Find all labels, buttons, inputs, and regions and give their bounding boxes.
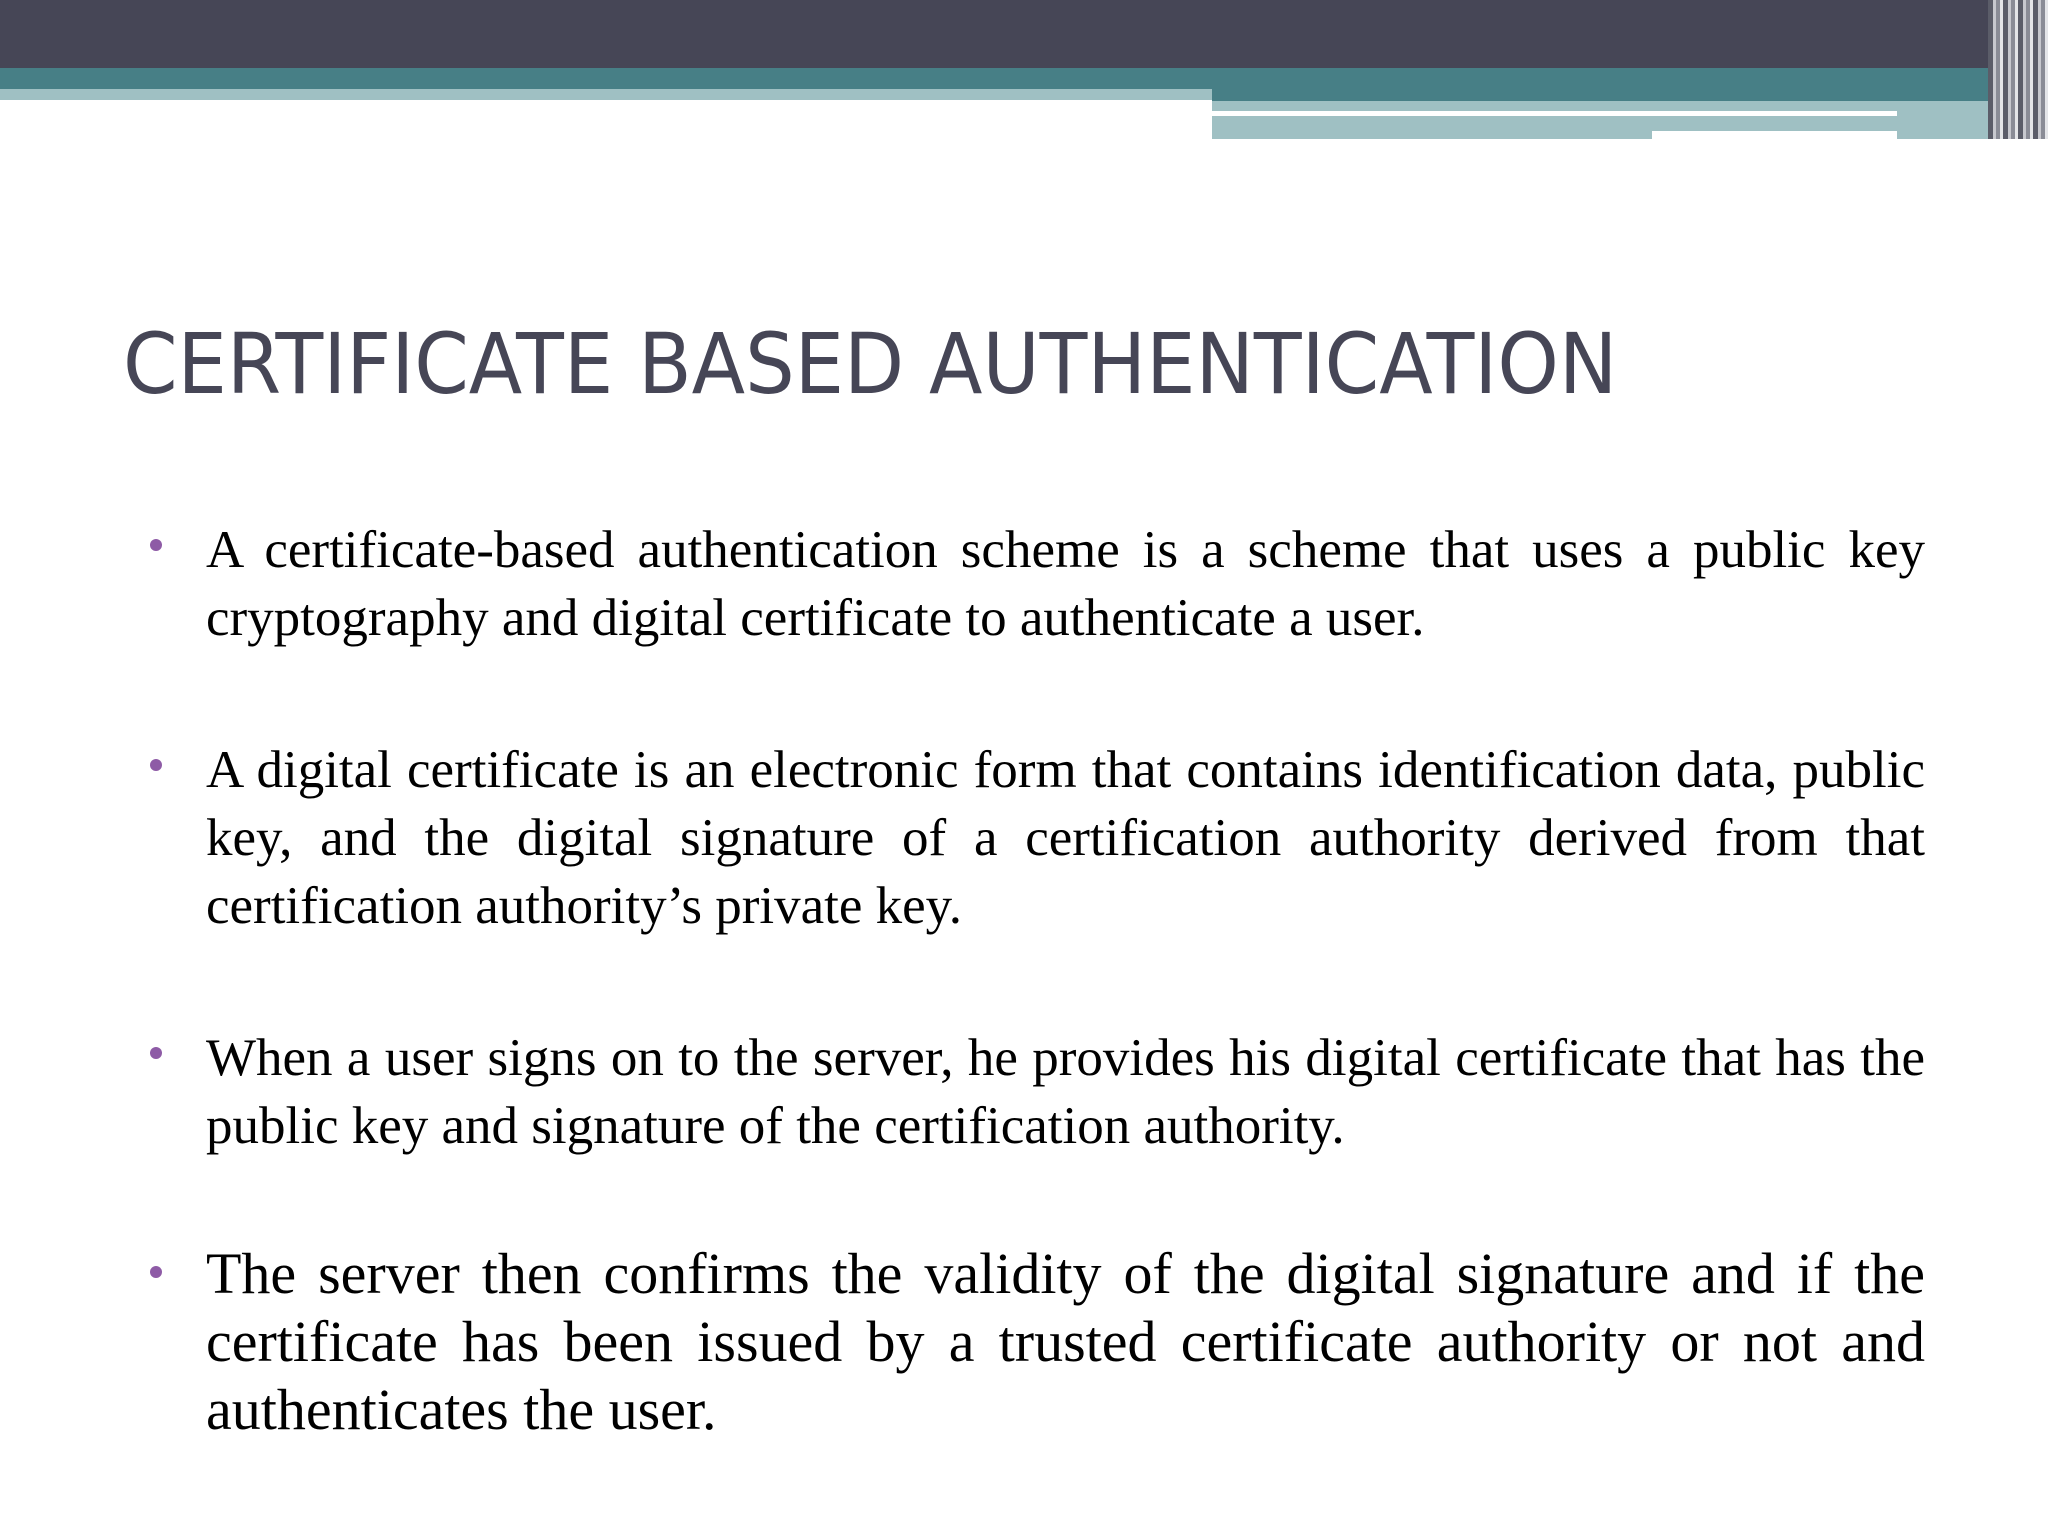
- bullet-dot-icon: [150, 1266, 162, 1278]
- header-band-teal-left: [0, 68, 1212, 89]
- bullet-dot-icon: [150, 759, 162, 771]
- header-stripes: [1988, 0, 2048, 139]
- header-band-light-left: [0, 89, 1212, 100]
- bullet-dot-icon: [150, 539, 162, 551]
- bullet-list: [150, 516, 1925, 1444]
- bullet-text: The server then confirms the validity of the digital signature and if the certificate has been issued by a trusted certificate authority or not and authenticates the user.: [206, 1241, 1925, 1442]
- bullet-text: When a user signs on to the server, he provides his digital certificate that has the public key and signature of the certification authority.: [206, 1029, 1925, 1155]
- header-band-white-line-lower: [1652, 131, 1897, 139]
- bullet-text: A certificate-based authentication scheme is a scheme that uses a public key cryptography and digital certificate to authenticate a user.: [206, 521, 1925, 647]
- bullet-text: A digital certificate is an electronic form that contains identification data, public key, and the digital signature of a certification authority derived from that certification authority’s private key.: [206, 741, 1925, 935]
- bullet-item: [150, 1240, 1925, 1444]
- bullet-item: [150, 1024, 1925, 1160]
- header-band-teal-right: [1212, 68, 2048, 101]
- bullet-item: [150, 516, 1925, 652]
- slide-title: CERTIFICATE BASED AUTHENTICATION: [123, 315, 1618, 413]
- header-band-white-line: [1212, 111, 1897, 116]
- bullet-item: [150, 736, 1925, 940]
- header-band-dark: [0, 0, 2048, 68]
- bullet-dot-icon: [150, 1047, 162, 1059]
- header-band-step: [1212, 132, 1652, 139]
